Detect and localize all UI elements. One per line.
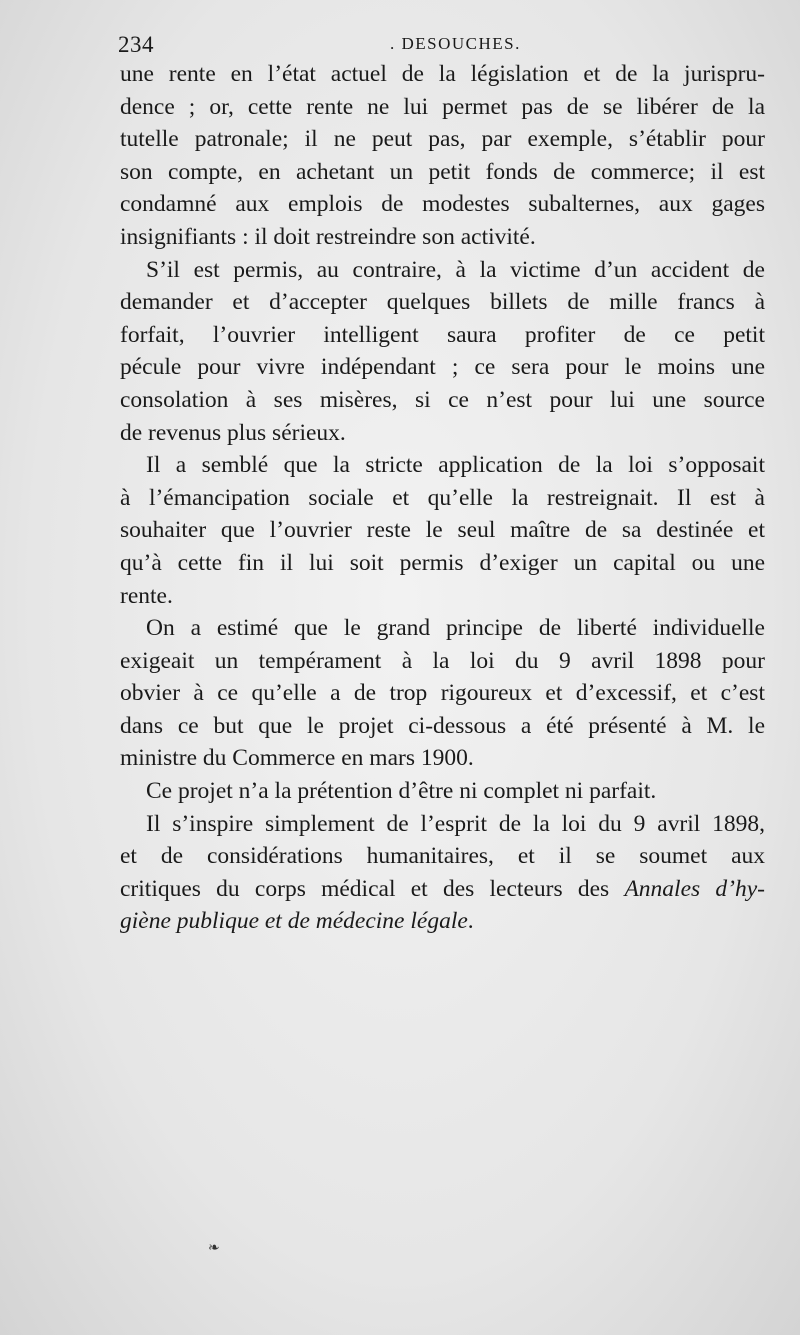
ornament-mark: ❧ <box>208 1241 220 1256</box>
italic-title: giène publique et de médecine légale <box>120 908 468 935</box>
text-line: demander et d’accepter quelques billets de mille francs à <box>120 289 765 316</box>
page-number: 234 <box>118 32 154 57</box>
text-line: obvier à ce qu’elle a de trop rigoureux et d’excessif, et c’est <box>120 680 765 707</box>
text-line: qu’à cette fin il lui soit permis d’exiger un capital ou une <box>120 549 765 576</box>
text-line: ministre du Commerce en mars 1900. <box>120 745 474 772</box>
text-line: souhaiter que l’ouvrier reste le seul maître de sa destinée et <box>120 517 765 544</box>
text-line: rente. <box>120 582 173 609</box>
text-line: pécule pour vivre indépendant ; ce sera pour le moins une <box>120 354 765 381</box>
text-line: dans ce but que le projet ci-dessous a été présenté à M. le <box>120 712 765 739</box>
text-line <box>120 905 765 938</box>
text-line: de revenus plus sérieux. <box>120 419 346 446</box>
text-line: exigeait un tempérament à la loi du 9 avril 1898 pour <box>120 647 765 674</box>
text-line: son compte, en achetant un petit fonds de commerce; il est <box>120 158 765 185</box>
text-line: Ce projet n’a la prétention d’être ni complet ni parfait. <box>146 778 657 805</box>
text-line: consolation à ses misères, si ce n’est pour lui une source <box>120 386 765 413</box>
text-line: insignifiants : il doit restreindre son activité. <box>120 223 536 250</box>
text-line: et de considérations humanitaires, et il se soumet aux <box>120 843 765 870</box>
text-line: condamné aux emplois de modestes subalternes, aux gages <box>120 191 765 218</box>
body-text <box>120 58 765 938</box>
text-line: tutelle patronale; il ne peut pas, par exemple, s’établir pour <box>120 126 765 153</box>
text-line: à l’émancipation sociale et qu’elle la restreignait. Il est à <box>120 484 765 511</box>
text-line: S’il est permis, au contraire, à la victime d’un accident de <box>146 256 765 283</box>
text-segment: critiques du corps médical et des lecteurs des <box>120 875 610 902</box>
text-line: une rente en l’état actuel de la législation et de la jurispru- <box>120 61 765 87</box>
text-line: forfait, l’ouvrier intelligent saura profiter de ce petit <box>120 321 765 348</box>
text-line: dence ; or, cette rente ne lui permet pas de se libérer de la <box>120 93 765 120</box>
text-segment: . <box>467 908 474 935</box>
text-line: On a estimé que le grand principe de liberté individuelle <box>146 615 765 642</box>
text-line <box>120 873 765 906</box>
italic-title: Annales d’hy- <box>624 875 766 902</box>
running-head: . DESOUCHES. <box>390 34 521 53</box>
text-line: Il s’inspire simplement de l’esprit de la loi du 9 avril 1898, <box>146 810 765 837</box>
text-line: Il a semblé que la stricte application de la loi s’opposait <box>146 452 765 479</box>
